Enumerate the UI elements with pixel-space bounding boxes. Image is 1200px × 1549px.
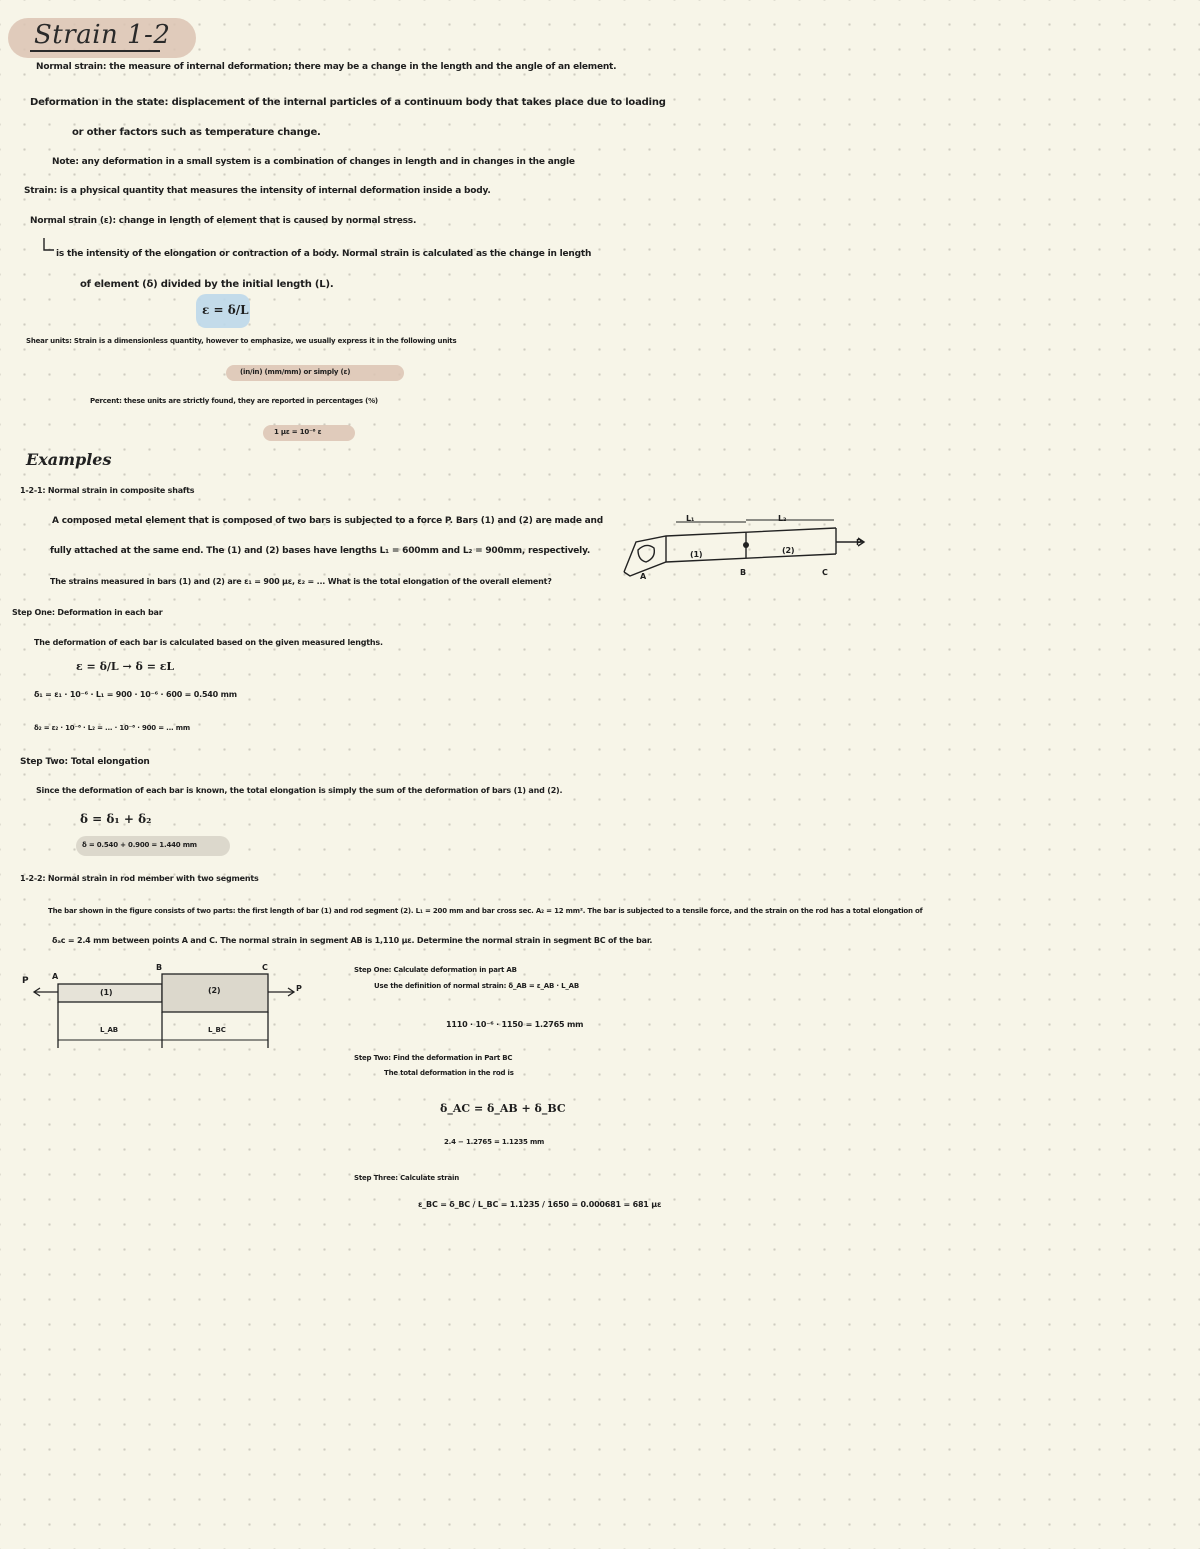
fig2-label-A: A [52,972,58,981]
fig2-label-2: (2) [208,986,221,995]
example-1-step-1: Step One: Deformation in each bar [12,608,163,617]
example-2-step-3: Step Three: Calculate strain [354,1174,460,1182]
example-2-title: 1-2-2: Normal strain in rod member with two segments [20,874,259,883]
fig2-label-C: C [262,963,268,972]
intro-line-4: Note: any deformation in a small system is a combination of changes in length and in changes in the angle [52,157,575,167]
stepped-rod-figure [22,962,312,1052]
intro-line-8: of element (δ) divided by the initial length (L). [80,279,334,290]
fig2-label-LBC: L_BC [208,1026,226,1034]
example-2-step-2-formula: δ_AC = δ_AB + δ_BC [440,1102,566,1115]
example-2-step-1: Step One: Calculate deformation in part AB [354,966,517,974]
intro-line-2: Deformation in the state: displacement of the internal particles of a continuum body that takes place due to loading [30,97,666,108]
fig1-label-P: P [856,538,862,547]
example-1-para-3: The strains measured in bars (1) and (2) are ε₁ = 900 με, ε₂ = ... What is the total elongation of the overall element? [50,577,552,586]
intro-line-10: Percent: these units are strictly found, they are reported in percentages (%) [90,397,378,405]
example-1-step-2-text: Since the deformation of each bar is known, the total elongation is simply the sum of the deformation of bars (1) and (2). [36,786,563,795]
example-2-step-1-formula: 1110 · 10⁻⁶ · 1150 = 1.2765 mm [446,1020,584,1029]
example-1-para-1: A composed metal element that is composed of two bars is subjected to a force P. Bars (1) and (2) are made and [52,516,603,526]
percent-box-text: 1 με = 10⁻⁶ ε [274,428,322,436]
fig2-label-P-left: P [22,976,29,986]
units-box-text: (in/in) (mm/mm) or simply (ε) [240,368,351,376]
fig1-label-1: (1) [690,550,703,559]
fig1-label-2: (2) [782,546,795,555]
title-underline [30,50,160,52]
example-2-step-2-result: 2.4 − 1.2765 = 1.1235 mm [444,1138,545,1146]
example-2-step-3-formula: ε_BC = δ_BC / L_BC = 1.1235 / 1650 = 0.000681 = 681 με [418,1200,662,1209]
example-1-formula-2: δ₁ = ε₁ · 10⁻⁶ · L₁ = 900 · 10⁻⁶ · 600 = 0.540 mm [34,690,237,699]
example-2-para-2: δₐc = 2.4 mm between points A and C. The normal strain in segment AB is 1,110 με. Determine the normal strain in segment BC of the bar. [52,936,653,945]
fig2-label-P-right: P [296,984,302,993]
intro-line-1: Normal strain: the measure of internal deformation; there may be a change in the length and the angle of an element. [36,62,617,72]
strain-formula: ε = δ/L [202,303,249,317]
example-2-step-2: Step Two: Find the deformation in Part BC [354,1054,513,1062]
example-1-step-2: Step Two: Total elongation [20,757,150,767]
examples-heading: Examples [26,450,112,469]
example-2-para-1: The bar shown in the figure consists of two parts: the first length of bar (1) and rod segment (2). L₁ = 200 mm and bar cross sec. A₂ = 12 mm². The bar is subjected to a tensile force, and the strain on the rod has a total elongation of [48,907,923,915]
page-title: Strain 1-2 [34,20,171,50]
composite-bar-figure [616,514,876,594]
example-1-step-1-text: The deformation of each bar is calculated based on the given measured lengths. [34,638,383,647]
example-1-formula-4: δ = δ₁ + δ₂ [80,812,152,826]
fig1-label-L1: L₁ [686,514,695,523]
example-1-formula-3: δ₂ = ε₂ · 10⁻⁶ · L₂ = ... · 10⁻⁶ · 900 = ... mm [34,724,190,732]
example-1-formula-1: ε = δ/L → δ = εL [76,660,175,673]
example-2-step-1-b: Use the definition of normal strain: δ_AB = ε_AB · L_AB [374,982,580,990]
example-1-formula-5: δ = 0.540 + 0.900 = 1.440 mm [82,841,197,849]
example-2-step-2-b: The total deformation in the rod is [384,1069,514,1077]
intro-line-9: Shear units: Strain is a dimensionless quantity, however to emphasize, we usually express it in the following units [26,337,457,345]
fig2-label-LAB: L_AB [100,1026,118,1034]
fig1-label-L2: L₂ [778,514,787,523]
example-1-para-2: fully attached at the same end. The (1) and (2) bases have lengths L₁ = 600mm and L₂ = 900mm, respectively. [50,546,591,556]
fig1-label-C: C [822,568,828,577]
example-1-title: 1-2-1: Normal strain in composite shafts [20,486,195,495]
fig1-label-B: B [740,568,746,577]
fig2-label-1: (1) [100,988,113,997]
fig1-label-A: A [640,572,646,581]
intro-line-6: Normal strain (ε): change in length of element that is caused by normal stress. [30,216,417,226]
intro-line-3: or other factors such as temperature change. [72,127,321,138]
fig2-label-B: B [156,963,162,972]
intro-line-7: is the intensity of the elongation or contraction of a body. Normal strain is calculated as the change in length [56,249,592,259]
intro-line-5: Strain: is a physical quantity that measures the intensity of internal deformation inside a body. [24,186,491,196]
